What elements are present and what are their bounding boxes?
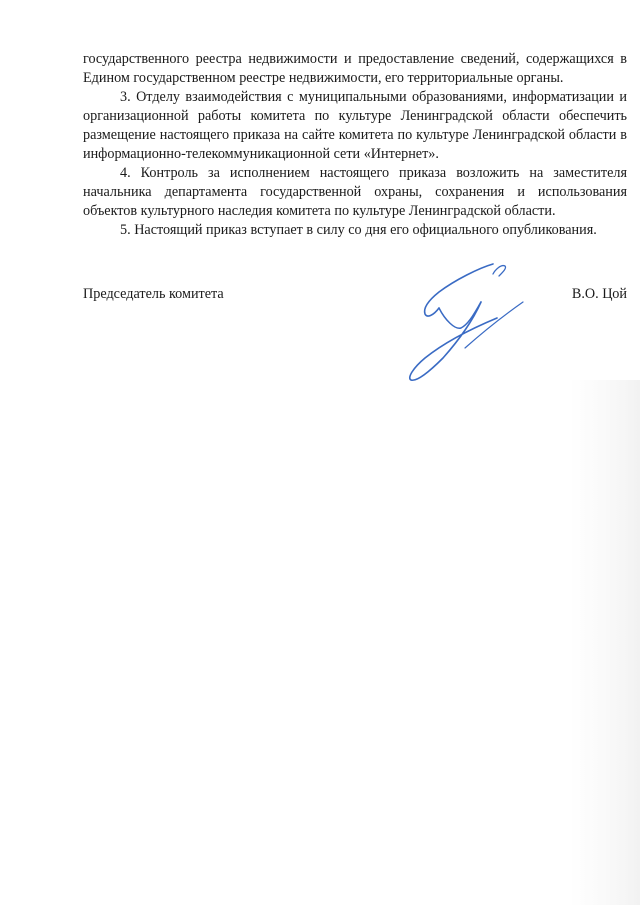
signatory-name: В.О. Цой <box>571 286 627 302</box>
paragraph-item-3: 3. Отделу взаимодействия с муниципальными образованиями, информатизации и организационной работы комитета по культуре Ленинградской области обеспечить размещение настоящего приказа на сайте комитета по культуре Ленинградской области в информационно-телекоммуникационной сети «Интернет». <box>83 89 627 162</box>
document-body <box>83 50 627 240</box>
signatory-position: Председатель комитета <box>83 286 224 302</box>
scan-edge-shading <box>570 380 640 905</box>
paragraph-continuation: государственного реестра недвижимости и предоставление сведений, содержащихся в Едином государственном реестре недвижимости, его территориальные органы. <box>83 51 627 86</box>
paragraph-item-4: 4. Контроль за исполнением настоящего приказа возложить на заместителя начальника департамента государственной охраны, сохранения и использования объектов культурного наследия комитета по культуре Ленинградской области. <box>83 165 627 219</box>
handwritten-signature <box>395 258 535 388</box>
paragraph-item-5: 5. Настоящий приказ вступает в силу со дня его официального опубликования. <box>120 222 597 238</box>
